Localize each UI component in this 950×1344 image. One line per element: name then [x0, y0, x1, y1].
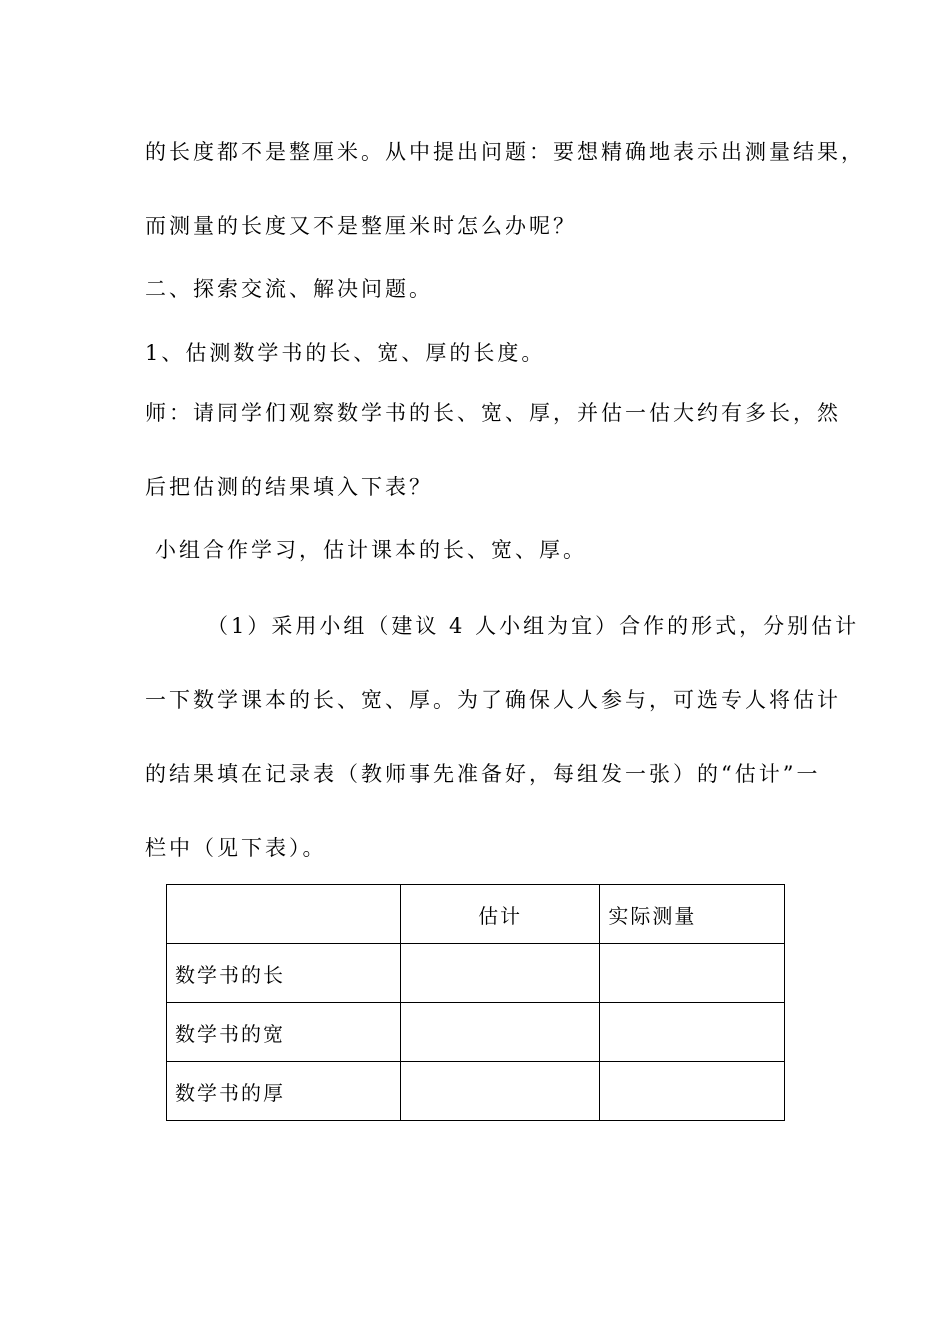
table-header-cell: 实际测量	[600, 885, 785, 944]
body-text-line: 小组合作学习，估计课本的长、宽、厚。	[155, 538, 587, 562]
table-header-row	[167, 885, 785, 944]
body-text-line: 的结果填在记录表（教师事先准备好，每组发一张）的“估计”一	[145, 762, 821, 786]
table-cell	[400, 1003, 600, 1062]
table-cell	[400, 1062, 600, 1121]
table-row	[167, 944, 785, 1003]
body-text-line: 栏中（见下表）。	[145, 836, 327, 860]
section-heading: 二、探索交流、解决问题。	[145, 277, 433, 301]
body-text-line: 而测量的长度又不是整厘米时怎么办呢？	[145, 214, 577, 238]
body-text-line: 的长度都不是整厘米。从中提出问题：要想精确地表示出测量结果，	[145, 140, 865, 164]
table-header-cell: 估计	[400, 885, 600, 944]
table-cell: 数学书的宽	[167, 1003, 401, 1062]
table-cell	[600, 944, 785, 1003]
subsection-heading: 1、估测数学书的长、宽、厚的长度。	[145, 341, 546, 365]
body-text-line: 一下数学课本的长、宽、厚。为了确保人人参与，可选专人将估计	[145, 688, 841, 712]
table-cell	[600, 1003, 785, 1062]
table-cell: 数学书的厚	[167, 1062, 401, 1121]
table-cell: 数学书的长	[167, 944, 401, 1003]
estimation-table	[166, 884, 785, 1121]
body-text-line: （1）采用小组（建议 4 人小组为宜）合作的形式，分别估计	[207, 614, 860, 638]
table-row	[167, 1003, 785, 1062]
table-row	[167, 1062, 785, 1121]
table-header-cell	[167, 885, 401, 944]
body-text-line: 后把估测的结果填入下表？	[145, 475, 433, 499]
body-text-line: 师：请同学们观察数学书的长、宽、厚，并估一估大约有多长，然	[145, 401, 841, 425]
table-cell	[400, 944, 600, 1003]
table-cell	[600, 1062, 785, 1121]
